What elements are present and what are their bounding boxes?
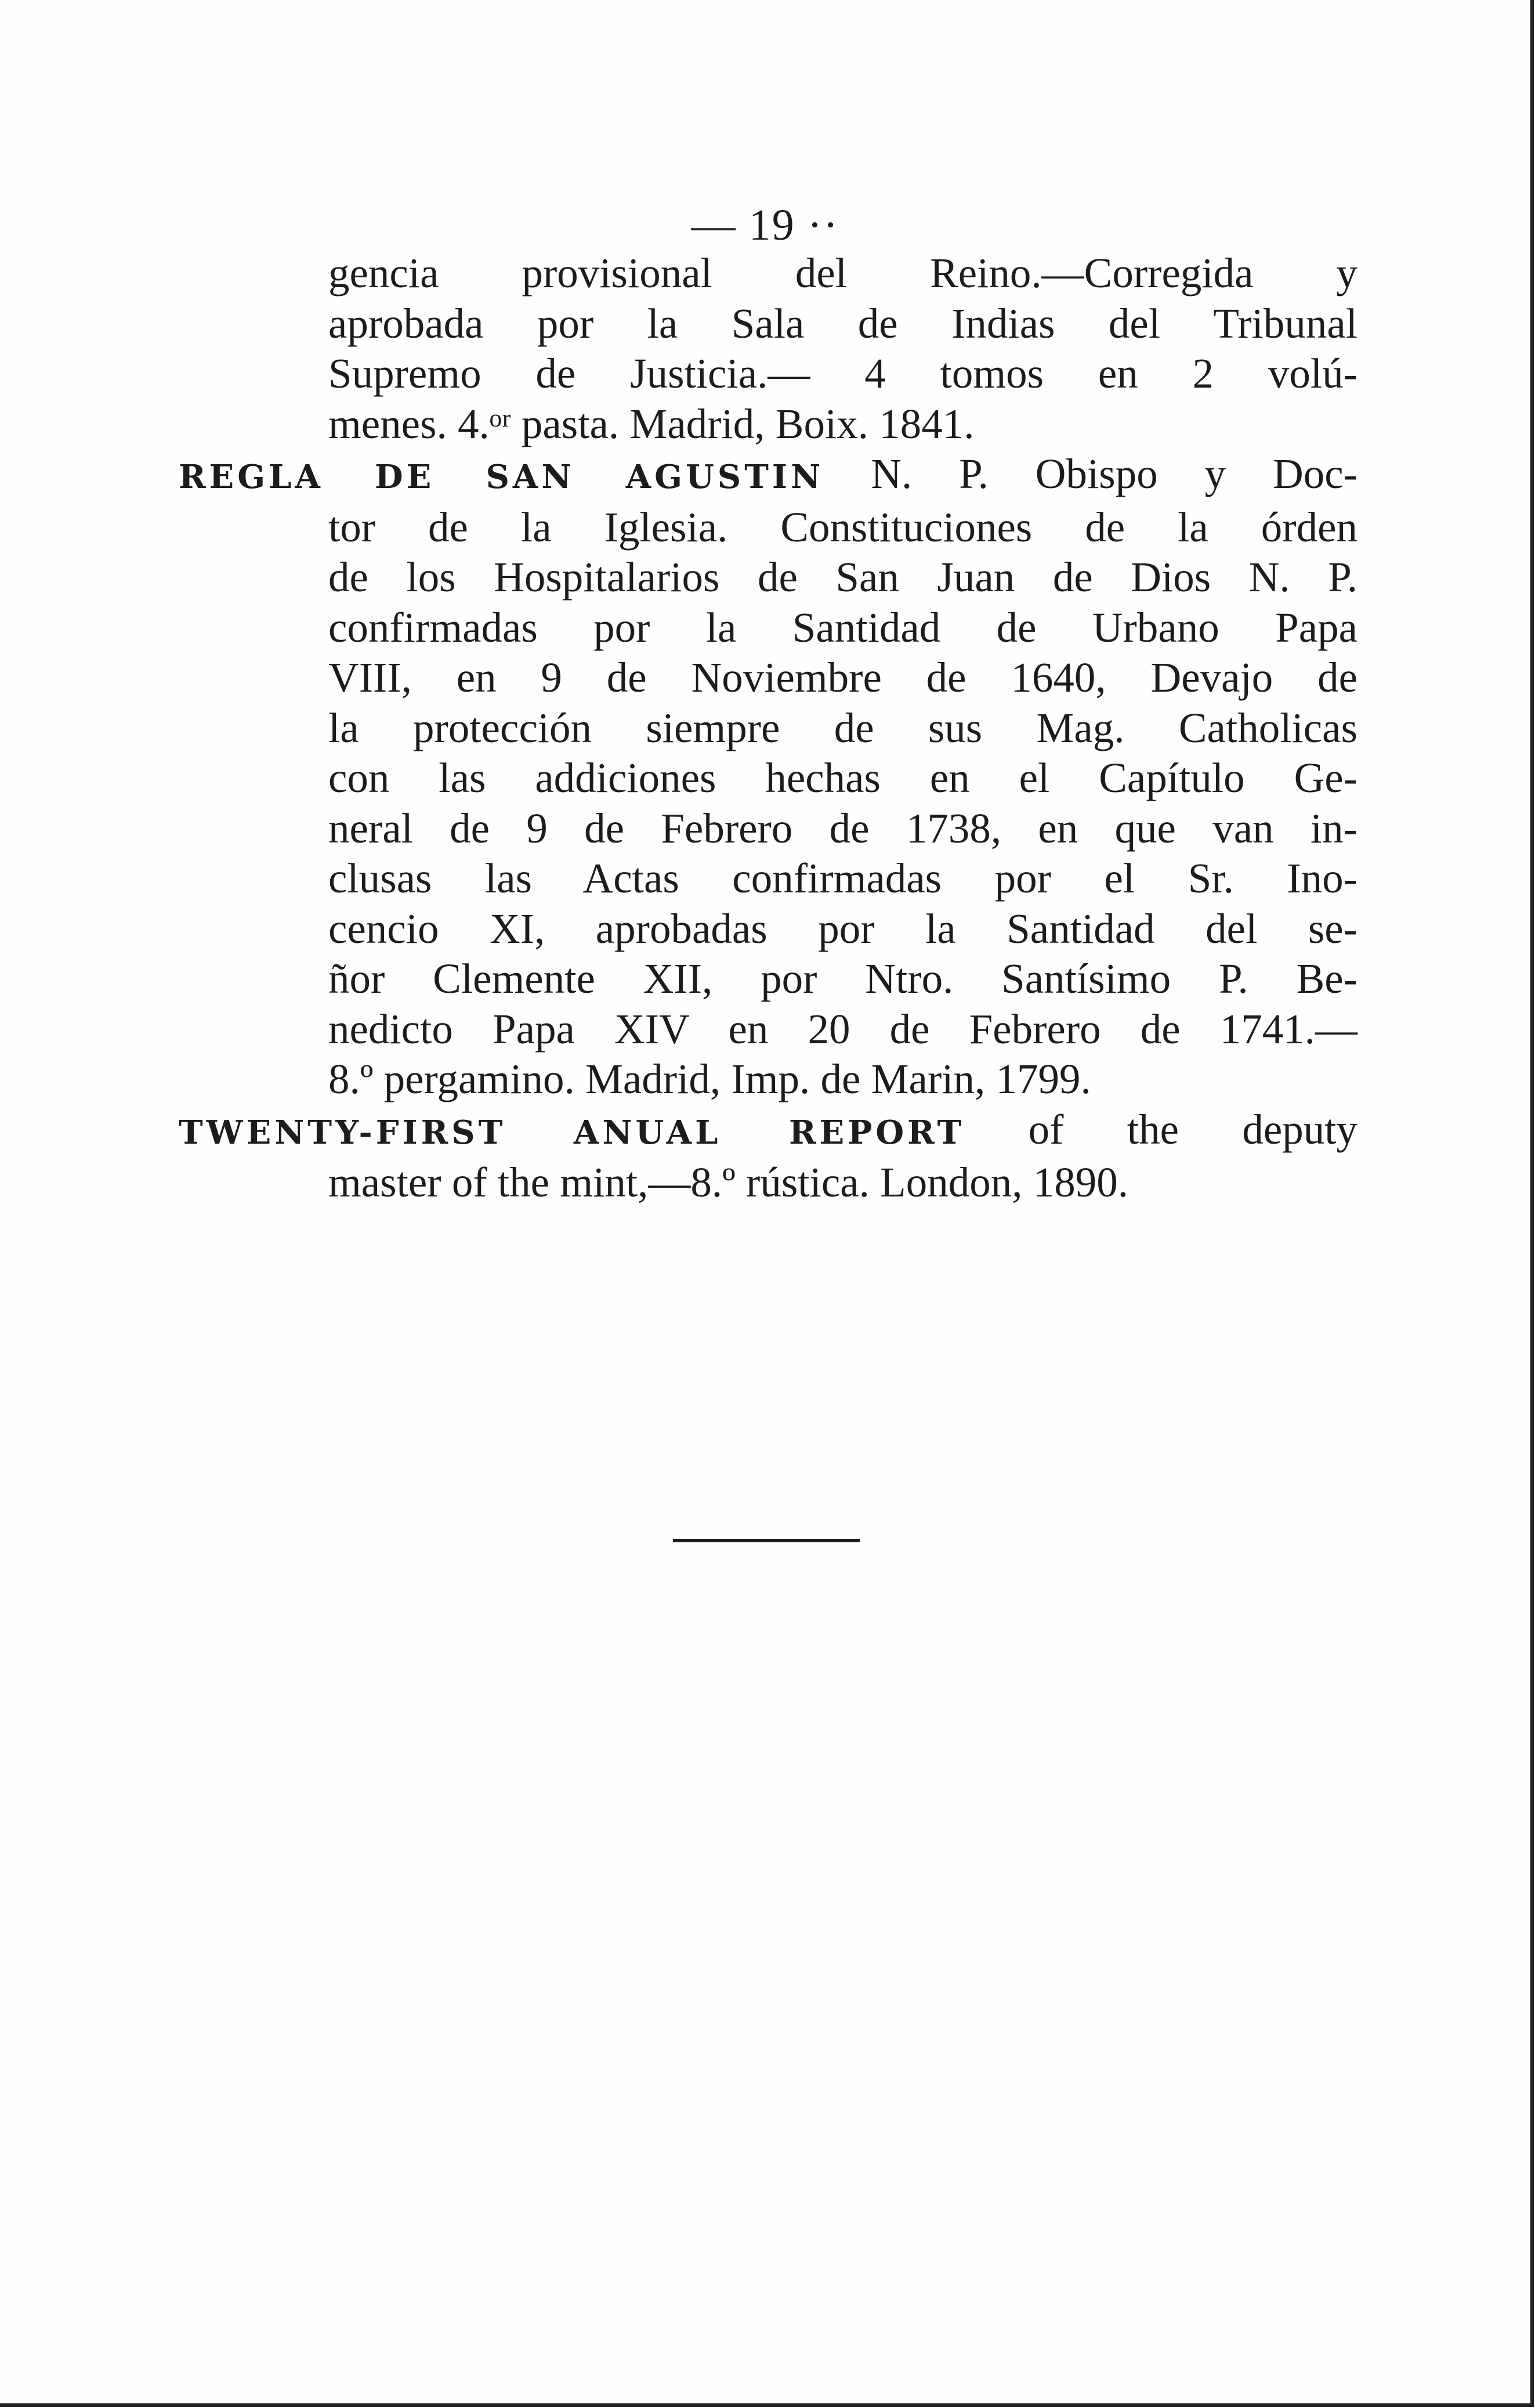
entry-line: cencio XI, aprobadas por la Santidad del se- bbox=[328, 905, 1357, 952]
entry-twenty-first-body bbox=[179, 1158, 1357, 1208]
entry-line: Supremo de Justicia.— 4 tomos en 2 volú- bbox=[328, 350, 1357, 397]
entry-line: confirmadas por la Santidad de Urbano Papa bbox=[328, 603, 1357, 651]
page-number: — 19 ·· bbox=[691, 201, 839, 250]
entry-heading: REGLA DE SAN AGUSTIN bbox=[179, 458, 824, 496]
entry-line: menes. 4.ᵒʳ pasta. Madrid, Boix. 1841. bbox=[328, 400, 975, 447]
entry-heading: TWENTY-FIRST ANUAL REPORT bbox=[179, 1113, 965, 1152]
entry-regla bbox=[179, 449, 1357, 502]
entry-line-rest: N. P. Obispo y Doc- bbox=[824, 450, 1357, 497]
entry-line: VIII, en 9 de Noviembre de 1640, Devajo de bbox=[328, 654, 1357, 701]
entry-regla-body bbox=[179, 502, 1357, 1105]
entry-line: de los Hospitalarios de San Juan de Dios N. P. bbox=[328, 554, 1357, 601]
catalog-text bbox=[179, 248, 1357, 1208]
entry-twenty-first bbox=[179, 1105, 1357, 1158]
entry-line: tor de la Iglesia. Constituciones de la órden bbox=[328, 503, 1357, 551]
entry-first-line bbox=[179, 1105, 1357, 1158]
entry-line: neral de 9 de Febrero de 1738, en que van in- bbox=[328, 804, 1357, 852]
entry-line: 8.º pergamino. Madrid, Imp. de Marin, 1799. bbox=[328, 1055, 1091, 1102]
entry-line: aprobada por la Sala de Indias del Tribunal bbox=[328, 299, 1357, 347]
entry-line: gencia provisional del Reino.—Corregida y bbox=[328, 250, 1357, 297]
entry-line: ñor Clemente XII, por Ntro. Santísimo P. Be- bbox=[328, 955, 1357, 1002]
entry-line-rest: of the deputy bbox=[965, 1105, 1357, 1153]
entry-line: nedicto Papa XIV en 20 de Febrero de 1741.— bbox=[328, 1005, 1357, 1053]
entry-line: la protección siempre de sus Mag. Catholicas bbox=[328, 704, 1357, 751]
entry-continuation bbox=[179, 248, 1357, 449]
entry-first-line bbox=[179, 449, 1357, 502]
entry-line: master of the mint,—8.º rústica. London, 1890. bbox=[328, 1159, 1128, 1206]
entry-line: clusas las Actas confirmadas por el Sr. Ino- bbox=[328, 855, 1357, 902]
entry-line: con las addiciones hechas en el Capítulo Ge- bbox=[328, 754, 1357, 801]
end-rule bbox=[673, 1539, 860, 1542]
